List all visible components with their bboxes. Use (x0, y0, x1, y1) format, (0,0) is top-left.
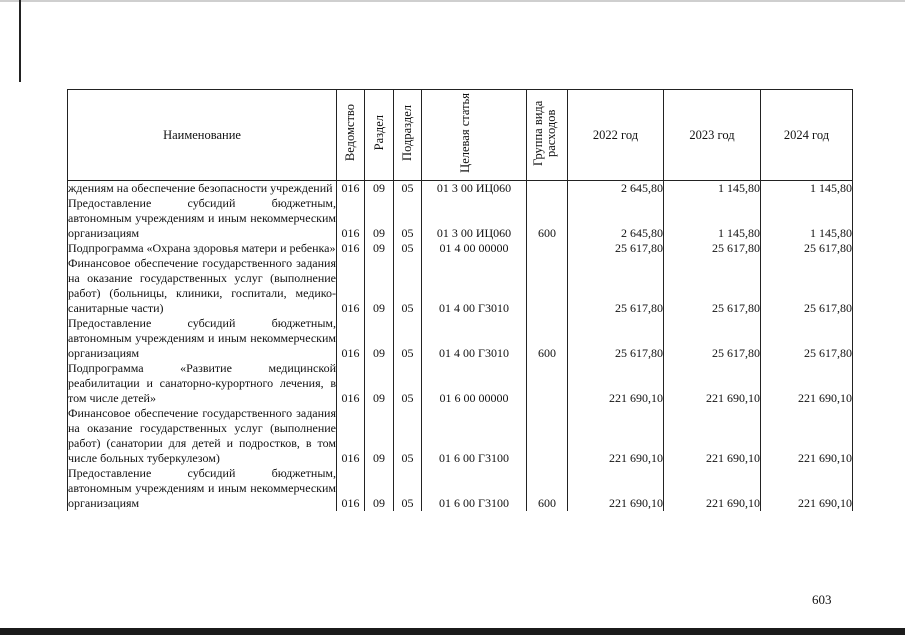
row-name: Финансовое обеспечение государственного задания на оказание государственных услуг (выполнение работ) (санатории для детей и подростков, в том числе больных туберкулезом) (68, 406, 336, 465)
row-podrazdel: 05 (394, 316, 422, 361)
row-tselevaya-statya: 01 6 00 Г3100 (422, 406, 527, 466)
row-razdel: 09 (365, 181, 394, 197)
table-row (68, 316, 853, 361)
row-razdel: 09 (365, 361, 394, 406)
row-razdel: 09 (365, 241, 394, 256)
row-amount-2024: 221 690,10 (761, 406, 853, 466)
row-tselevaya-statya: 01 4 00 00000 (422, 241, 527, 256)
header-vedomstvo: Ведомство (337, 90, 365, 181)
row-amount-2023: 1 145,80 (664, 196, 761, 241)
row-amount-2023: 25 617,80 (664, 316, 761, 361)
row-tselevaya-statya: 01 4 00 Г3010 (422, 316, 527, 361)
row-gruppa-vida (527, 241, 568, 256)
row-amount-2022: 2 645,80 (568, 181, 664, 197)
row-vedomstvo: 016 (337, 196, 365, 241)
row-amount-2022: 221 690,10 (568, 361, 664, 406)
row-vedomstvo: 016 (337, 241, 365, 256)
row-tselevaya-statya: 01 4 00 Г3010 (422, 256, 527, 316)
row-razdel: 09 (365, 316, 394, 361)
page-number: 603 (812, 592, 832, 607)
row-razdel: 09 (365, 466, 394, 511)
row-vedomstvo: 016 (337, 181, 365, 197)
table-body (68, 181, 853, 512)
row-name: Финансовое обеспечение государственного задания на оказание государственных услуг (выполнение работ) (больницы, клиники, госпитали, медико-санитарные части) (68, 256, 336, 315)
row-amount-2023: 25 617,80 (664, 241, 761, 256)
row-razdel: 09 (365, 406, 394, 466)
scan-top-shadow (0, 0, 905, 2)
row-amount-2022: 221 690,10 (568, 466, 664, 511)
row-vedomstvo: 016 (337, 406, 365, 466)
table-row (68, 466, 853, 511)
row-name: Предоставление субсидий бюджетным, автономным учреждениям и иным некоммерческим организациям (68, 316, 336, 360)
row-podrazdel: 05 (394, 361, 422, 406)
row-amount-2023: 221 690,10 (664, 406, 761, 466)
scan-bottom-bar (0, 628, 905, 635)
row-amount-2024: 221 690,10 (761, 466, 853, 511)
row-tselevaya-statya: 01 6 00 00000 (422, 361, 527, 406)
row-amount-2024: 25 617,80 (761, 316, 853, 361)
row-amount-2024: 1 145,80 (761, 181, 853, 197)
row-amount-2022: 221 690,10 (568, 406, 664, 466)
budget-table (67, 89, 853, 511)
row-gruppa-vida: 600 (527, 466, 568, 511)
row-tselevaya-statya: 01 6 00 Г3100 (422, 466, 527, 511)
row-gruppa-vida (527, 256, 568, 316)
row-vedomstvo: 016 (337, 466, 365, 511)
row-vedomstvo: 016 (337, 256, 365, 316)
row-vedomstvo: 016 (337, 316, 365, 361)
row-name: Предоставление субсидий бюджетным, автономным учреждениям и иным некоммерческим организациям (68, 196, 336, 240)
row-vedomstvo: 016 (337, 361, 365, 406)
header-podrazdel: Подраздел (394, 90, 422, 181)
header-name: Наименование (68, 90, 337, 181)
row-amount-2022: 25 617,80 (568, 256, 664, 316)
table-row (68, 241, 853, 256)
row-tselevaya-statya: 01 3 00 ИЦ060 (422, 181, 527, 197)
table-row (68, 361, 853, 406)
table-row (68, 196, 853, 241)
row-amount-2023: 221 690,10 (664, 361, 761, 406)
table-row (68, 256, 853, 316)
row-podrazdel: 05 (394, 406, 422, 466)
header-2022: 2022 год (568, 90, 664, 181)
header-2023: 2023 год (664, 90, 761, 181)
row-amount-2022: 25 617,80 (568, 241, 664, 256)
row-razdel: 09 (365, 196, 394, 241)
row-amount-2023: 221 690,10 (664, 466, 761, 511)
header-tselevaya-statya: Целевая статья (422, 90, 527, 181)
row-razdel: 09 (365, 256, 394, 316)
row-amount-2024: 221 690,10 (761, 361, 853, 406)
header-razdel: Раздел (365, 90, 394, 181)
row-podrazdel: 05 (394, 466, 422, 511)
row-amount-2024: 1 145,80 (761, 196, 853, 241)
row-amount-2023: 25 617,80 (664, 256, 761, 316)
row-amount-2022: 2 645,80 (568, 196, 664, 241)
table-row (68, 406, 853, 466)
row-name: Подпрограмма «Развитие медицинской реабилитации и санаторно-курортного лечения, в том числе детей» (68, 361, 336, 405)
row-gruppa-vida (527, 406, 568, 466)
row-tselevaya-statya: 01 3 00 ИЦ060 (422, 196, 527, 241)
table-header (68, 90, 853, 181)
row-amount-2022: 25 617,80 (568, 316, 664, 361)
row-gruppa-vida: 600 (527, 316, 568, 361)
row-podrazdel: 05 (394, 241, 422, 256)
row-name: ждениям на обеспечение безопасности учреждений (68, 181, 337, 197)
row-gruppa-vida: 600 (527, 196, 568, 241)
row-amount-2024: 25 617,80 (761, 256, 853, 316)
header-gruppa-vida-raskhodov: Группа вида расходов (527, 90, 568, 181)
row-gruppa-vida (527, 181, 568, 197)
row-name: Подпрограмма «Охрана здоровья матери и ребенка» (68, 241, 336, 255)
row-podrazdel: 05 (394, 256, 422, 316)
header-2024: 2024 год (761, 90, 853, 181)
table-row (68, 181, 853, 197)
row-podrazdel: 05 (394, 181, 422, 197)
row-name: Предоставление субсидий бюджетным, автономным учреждениям и иным некоммерческим организациям (68, 466, 336, 510)
row-amount-2023: 1 145,80 (664, 181, 761, 197)
row-podrazdel: 05 (394, 196, 422, 241)
row-amount-2024: 25 617,80 (761, 241, 853, 256)
scan-margin-line (19, 0, 21, 82)
row-gruppa-vida (527, 361, 568, 406)
